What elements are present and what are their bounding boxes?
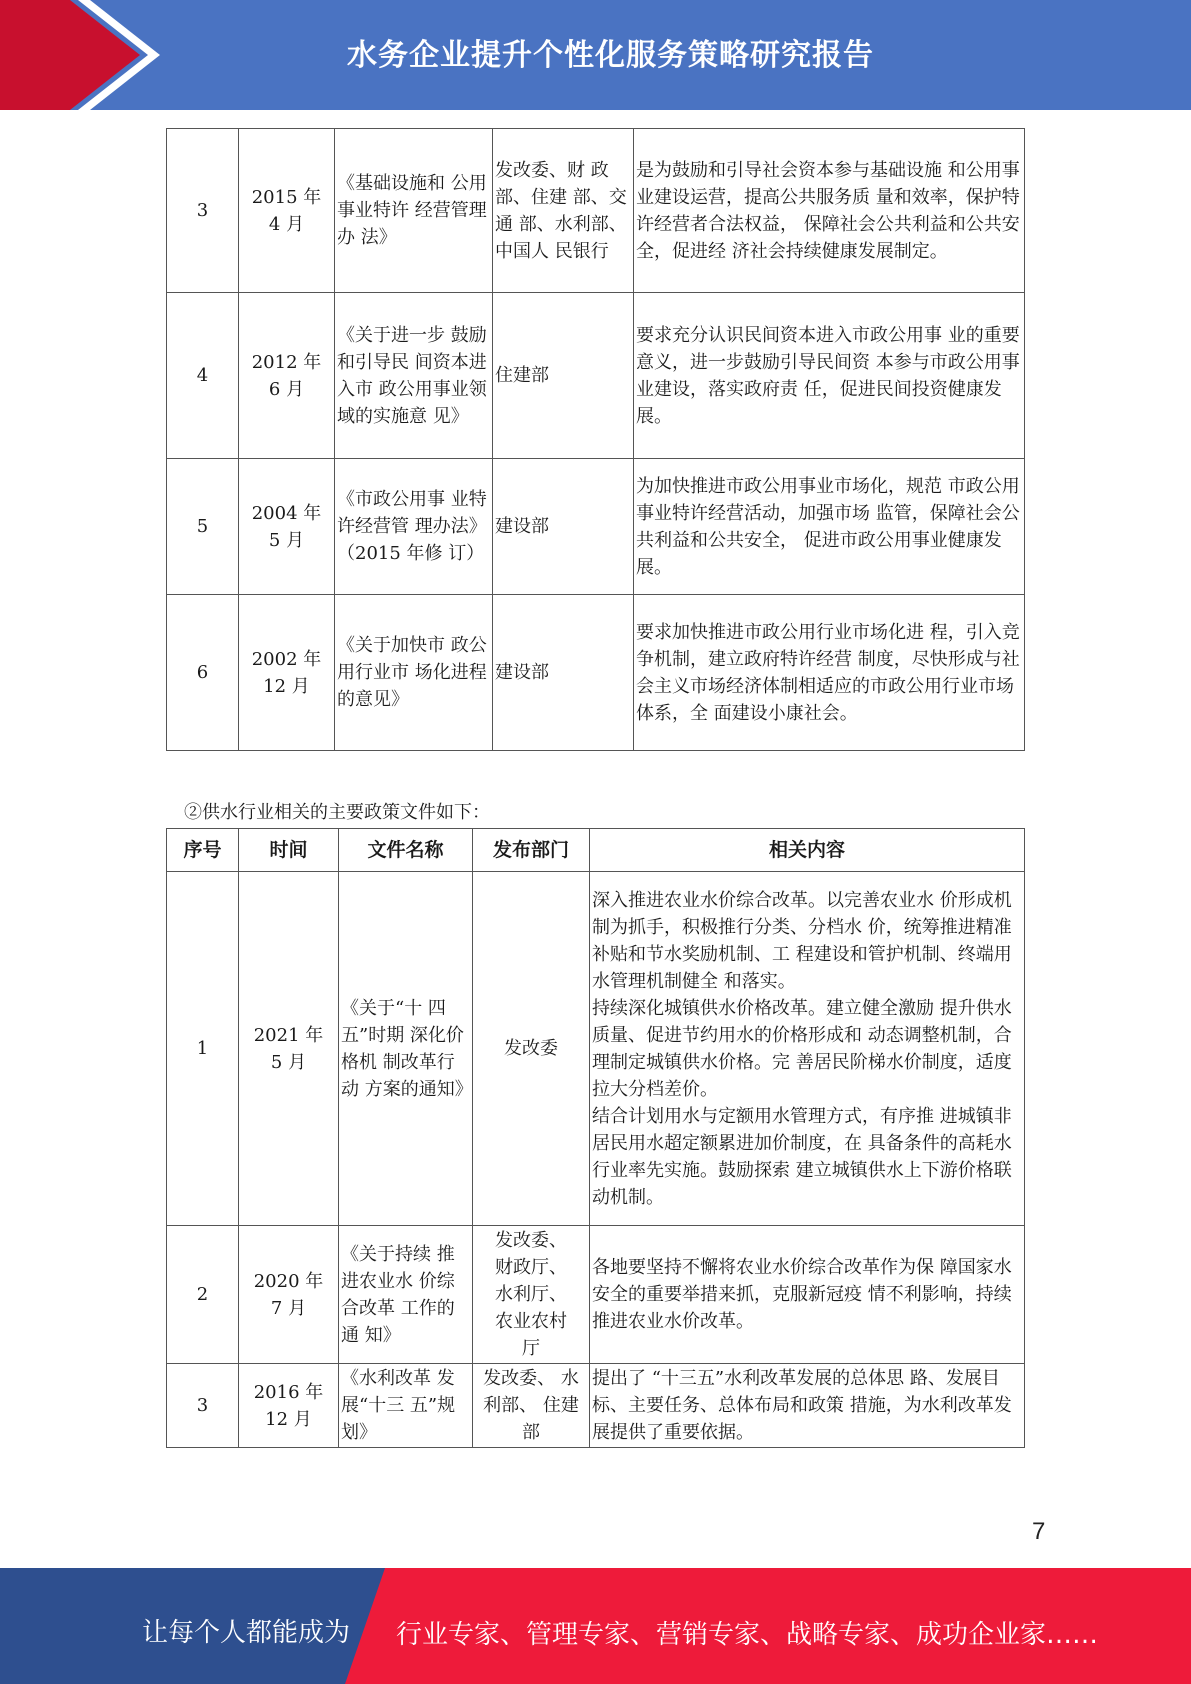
cell-time: 2016 年 12 月	[239, 1364, 339, 1448]
table-row	[167, 1364, 1025, 1448]
cell-time: 2004 年 5 月	[239, 459, 335, 595]
cell-no: 2	[167, 1226, 239, 1364]
table-row	[167, 595, 1025, 751]
cell-time: 2020 年 7 月	[239, 1226, 339, 1364]
cell-content: 要求加快推进市政公用行业市场化进 程，引入竞争机制，建立政府特许经营 制度，尽快形成与社会主义市场经济体制相适应的市政公用行业市场体系，全 面建设小康社会。	[634, 595, 1025, 751]
cell-content: 为加快推进市政公用事业市场化，规范 市政公用事业特许经营活动，加强市场 监管，保障社会公共利益和公共安全， 促进市政公用事业健康发展。	[634, 459, 1025, 595]
header-content: 相关内容	[590, 829, 1025, 872]
cell-content: 深入推进农业水价综合改革。以完善农业水 价形成机制为抓手，积极推行分类、分档水 价，统筹推进精准补贴和节水奖励机制、工 程建设和管护机制、终端用水管理机制健全 和落实。 持续深化城镇供水价格改革。建立健全激励 提升供水质量、促进节约用水的价格形成和 动态调整机制，合理制定城镇供水价格。完 善居民阶梯水价制度，适度拉大分档差价。 结合计划用水与定额用水管理方式，有序推 进城镇非居民用水超定额累进加价制度，在 具备条件的高耗水行业率先实施。鼓励探索 建立城镇供水上下游价格联动机制。	[590, 872, 1025, 1226]
cell-name: 《关于加快市 政公用行业市 场化进程的意见》	[335, 595, 493, 751]
footer-slogan-right: 行业专家、管理专家、营销专家、战略专家、成功企业家……	[396, 1620, 1099, 1650]
cell-dept: 住建部	[493, 293, 634, 459]
cell-name: 《关于持续 推进农业水 价综合改革 工作的通 知》	[339, 1226, 473, 1364]
table-row	[167, 459, 1025, 595]
header-no: 序号	[167, 829, 239, 872]
cell-time: 2015 年 4 月	[239, 129, 335, 293]
table-row	[167, 293, 1025, 459]
policy-table-municipal	[166, 128, 1025, 751]
cell-dept: 建设部	[493, 595, 634, 751]
table-header-row	[167, 829, 1025, 872]
cell-time: 2002 年 12 月	[239, 595, 335, 751]
page-footer	[0, 1568, 1191, 1684]
cell-name: 《水利改革 发展“十三 五”规划》	[339, 1364, 473, 1448]
cell-no: 1	[167, 872, 239, 1226]
footer-slogan-left: 让每个人都能成为	[142, 1618, 351, 1648]
cell-name: 《关于“十 四五”时期 深化价格机 制改革行动 方案的通知》	[339, 872, 473, 1226]
table-row	[167, 129, 1025, 293]
header-doc-name: 文件名称	[339, 829, 473, 872]
cell-no: 3	[167, 1364, 239, 1448]
cell-no: 5	[167, 459, 239, 595]
page-header	[0, 0, 1191, 110]
cell-dept: 发改委	[473, 872, 590, 1226]
cell-no: 6	[167, 595, 239, 751]
header-time: 时间	[239, 829, 339, 872]
cell-name: 《关于进一步 鼓励和引导民 间资本进入市 政公用事业领 域的实施意 见》	[335, 293, 493, 459]
water-policy-intro: ②供水行业相关的主要政策文件如下：	[184, 802, 490, 823]
cell-content: 各地要坚持不懈将农业水价综合改革作为保 障国家水安全的重要举措来抓，克服新冠疫 情不利影响，持续推进农业水价改革。	[590, 1226, 1025, 1364]
cell-dept: 发改委、 水利部、 住建部	[473, 1364, 590, 1448]
cell-name: 《基础设施和 公用事业特许 经营管理办 法》	[335, 129, 493, 293]
cell-dept: 发改委、 财政厅、 水利厅、 农业农村 厅	[473, 1226, 590, 1364]
report-title: 水务企业提升个性化服务策略研究报告	[347, 38, 874, 73]
table-row	[167, 872, 1025, 1226]
table-row	[167, 1226, 1025, 1364]
cell-time: 2012 年 6 月	[239, 293, 335, 459]
cell-no: 4	[167, 293, 239, 459]
cell-time: 2021 年 5 月	[239, 872, 339, 1226]
policy-table-water-supply	[166, 828, 1025, 1448]
cell-content: 提出了 “十三五”水利改革发展的总体思 路、发展目标、主要任务、总体布局和政策 措施，为水利改革发展提供了重要依据。	[590, 1364, 1025, 1448]
cell-content: 要求充分认识民间资本进入市政公用事 业的重要意义，进一步鼓励引导民间资 本参与市政公用事业建设，落实政府责 任，促进民间投资健康发展。	[634, 293, 1025, 459]
cell-dept: 发改委、财 政部、住建 部、交通 部、水利部、中国人 民银行	[493, 129, 634, 293]
cell-name: 《市政公用事 业特许经营管 理办法》 （2015 年修 订）	[335, 459, 493, 595]
page-number: 7	[1032, 1518, 1046, 1545]
header-department: 发布部门	[473, 829, 590, 872]
cell-no: 3	[167, 129, 239, 293]
cell-dept: 建设部	[493, 459, 634, 595]
cell-content: 是为鼓励和引导社会资本参与基础设施 和公用事业建设运营，提高公共服务质 量和效率，保护特许经营者合法权益， 保障社会公共利益和公共安全，促进经 济社会持续健康发展制定。	[634, 129, 1025, 293]
